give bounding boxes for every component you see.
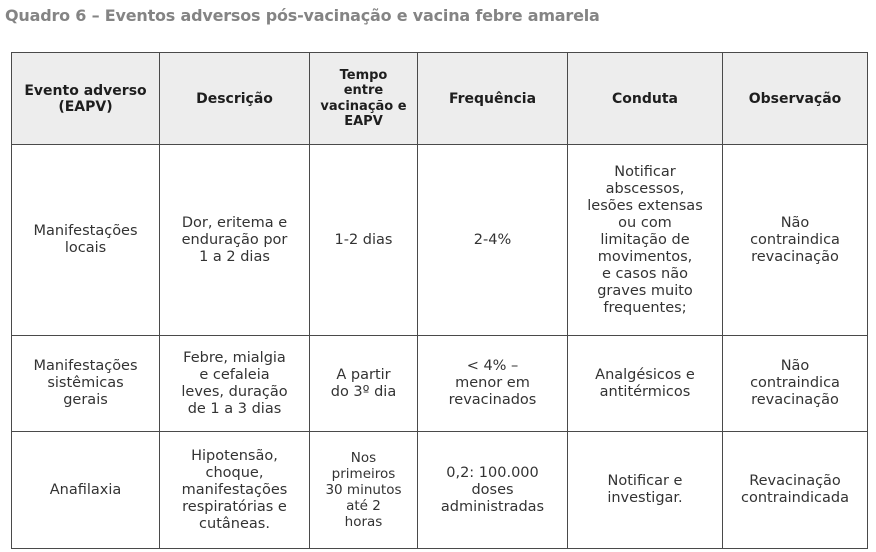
header-tempo: Tempo entre vacinação e EAPV [310, 53, 418, 145]
table-caption: Quadro 6 – Eventos adversos pós-vacinação e vacina febre amarela [5, 6, 600, 25]
cell-descricao: Dor, eritema e enduração por 1 a 2 dias [160, 145, 310, 336]
cell-tempo: A partir do 3º dia [310, 336, 418, 432]
cell-observacao: Revacinação contraindicada [723, 432, 868, 549]
header-observacao: Observação [723, 53, 868, 145]
cell-frequencia: < 4% – menor em revacinados [418, 336, 568, 432]
cell-descricao: Febre, mialgia e cefaleia leves, duração de 1 a 3 dias [160, 336, 310, 432]
table-header-row [12, 53, 868, 145]
table-row [12, 432, 868, 549]
cell-descricao: Hipotensão, choque, manifestações respiratórias e cutâneas. [160, 432, 310, 549]
cell-evento: Manifestações sistêmicas gerais [12, 336, 160, 432]
header-conduta: Conduta [568, 53, 723, 145]
cell-frequencia: 2-4% [418, 145, 568, 336]
cell-evento: Anafilaxia [12, 432, 160, 549]
cell-conduta: Analgésicos e antitérmicos [568, 336, 723, 432]
cell-observacao: Não contraindica revacinação [723, 336, 868, 432]
header-frequencia: Frequência [418, 53, 568, 145]
cell-frequencia: 0,2: 100.000 doses administradas [418, 432, 568, 549]
table-row [12, 336, 868, 432]
cell-evento: Manifestações locais [12, 145, 160, 336]
cell-observacao: Não contraindica revacinação [723, 145, 868, 336]
cell-tempo: 1-2 dias [310, 145, 418, 336]
cell-conduta: Notificar e investigar. [568, 432, 723, 549]
header-evento: Evento adverso (EAPV) [12, 53, 160, 145]
cell-conduta: Notificar abscessos, lesões extensas ou com limitação de movimentos, e casos não graves muito frequentes; [568, 145, 723, 336]
adverse-events-table [11, 52, 868, 549]
header-descricao: Descrição [160, 53, 310, 145]
table-row [12, 145, 868, 336]
cell-tempo: Nos primeiros 30 minutos até 2 horas [310, 432, 418, 549]
